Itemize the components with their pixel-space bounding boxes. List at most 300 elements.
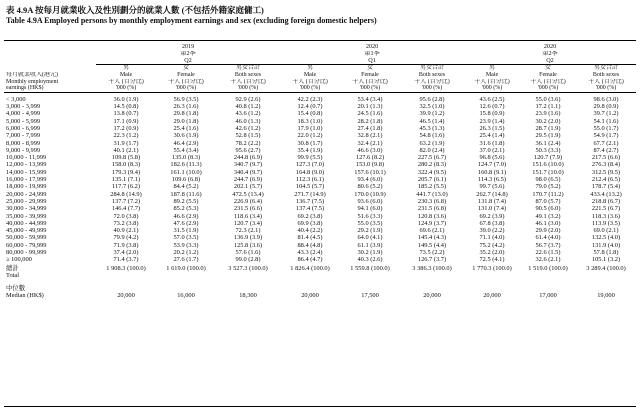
table-cell: 49.1 (3.2) (535, 212, 561, 220)
table-cell: 30.2 (1.9) (357, 249, 383, 256)
table-cell: 94.1 (6.0) (357, 205, 383, 213)
table-cell: 43.6 (1.2) (235, 110, 261, 118)
table-cell: 72.5 (4.1) (479, 256, 505, 264)
table-cell: 30.8 (1.7) (297, 139, 323, 147)
sex-header-en: Female (539, 71, 557, 78)
table-row (4, 132, 636, 139)
sex-header-zh: 男 (122, 65, 129, 72)
unit-zh: 千人 (百分比) (108, 78, 144, 85)
unit-en: '000 (%) (280, 85, 340, 92)
unit-zh: 千人 (百分比) (474, 78, 510, 85)
earnings-band-label: 10,000 - 11,999 (6, 154, 47, 162)
table-cell: 271.7 (14.9) (294, 190, 326, 198)
sex-header-zh: 女 (544, 65, 551, 72)
period-year: 2020 (543, 44, 557, 50)
table-row (4, 125, 636, 132)
table-cell: 71.4 (3.7) (113, 256, 139, 264)
table-row (4, 154, 636, 161)
median-cell: 20,000 (483, 292, 501, 300)
table-cell: 104.5 (5.7) (295, 183, 325, 191)
table-cell: 69.2 (3.9) (479, 212, 505, 220)
sex-header-zh: 男女合計 (419, 65, 444, 72)
table-row (4, 249, 636, 256)
bottom-rule (4, 406, 636, 407)
unit-zh: 千人 (百分比) (414, 78, 450, 85)
sex-header-en: Both sexes (234, 71, 262, 78)
table-cell: 57.0 (3.5) (173, 234, 199, 242)
period-quarter-en: Q1 (280, 58, 464, 65)
earnings-band-label: 80,000 - 99,999 (6, 249, 47, 256)
table-cell: 433.4 (13.2) (590, 190, 622, 198)
table-cell: 25.4 (1.6) (173, 124, 199, 132)
table-cell: 51.6 (3.3) (357, 212, 383, 220)
table-cell: 31.6 (1.8) (479, 139, 505, 147)
table-cell: 12.4 (0.7) (297, 103, 323, 111)
table-cell: 230.3 (6.8) (417, 197, 447, 205)
table-cell: 35.4 (1.9) (297, 146, 323, 154)
sex-header-zh: 男女合計 (235, 65, 260, 72)
table-cell: 37.4 (2.0) (113, 249, 139, 256)
median-cell: 19,000 (597, 292, 615, 300)
table-cell-empty (400, 279, 464, 292)
median-label-en: Median (HK$) (6, 292, 44, 300)
employment-earnings-table (4, 44, 636, 300)
table-cell: 45.3 (1.3) (419, 124, 445, 132)
table-cell: 71.9 (3.8) (113, 241, 139, 249)
table-cell: 157.6 (10.1) (354, 168, 386, 176)
table-row (4, 147, 636, 154)
table-cell: 93.6 (6.0) (357, 197, 383, 205)
table-cell: 127.3 (7.0) (295, 161, 325, 169)
sex-header-en: Female (177, 71, 195, 78)
table-cell: 46.5 (1.4) (419, 117, 445, 125)
table-row (4, 198, 636, 205)
table-cell: 92.9 (2.6) (235, 95, 261, 103)
unit-en: '000 (%) (520, 85, 576, 92)
table-cell: 46.1 (3.0) (535, 219, 561, 227)
table-cell: 131.0 (7.4) (477, 205, 507, 213)
table-cell: 56.9 (3.5) (173, 95, 199, 103)
table-cell: 276.3 (8.4) (591, 161, 621, 169)
table-cell: 136.7 (7.5) (295, 197, 325, 205)
period-quarter-zh: 第2季 (542, 50, 558, 57)
table-cell: 244.7 (6.9) (233, 176, 263, 184)
total-row-en (4, 272, 636, 279)
table-cell: 39.9 (1.2) (419, 110, 445, 118)
table-cell: 40.8 (1.2) (235, 103, 261, 111)
table-cell-empty (576, 272, 636, 279)
table-cell: 217.5 (6.6) (591, 154, 621, 162)
table-cell: 75.2 (4.2) (479, 241, 505, 249)
table-cell: 340.7 (9.7) (233, 161, 263, 169)
unit-zh: 千人 (百分比) (352, 78, 388, 85)
earnings-band-label: 20,000 - 24,999 (6, 190, 47, 198)
sex-header-en: Both sexes (418, 71, 446, 78)
table-cell: 53.9 (3.3) (173, 241, 199, 249)
table-cell: 131.9 (4.0) (591, 241, 621, 249)
total-cell: 3 386.3 (100.0) (412, 264, 452, 272)
table-row (4, 169, 636, 176)
unit-zh: 千人 (百分比) (292, 78, 328, 85)
table-cell: 67.7 (2.1) (593, 139, 619, 147)
table-cell: 146.4 (7.7) (111, 205, 141, 213)
table-cell: 23.9 (1.4) (479, 117, 505, 125)
table-cell: 82.0 (2.4) (419, 146, 445, 154)
table-cell: 95.6 (2.7) (235, 146, 261, 154)
table-cell: 17.2 (0.9) (113, 124, 139, 132)
table-cell: 96.8 (5.6) (479, 154, 505, 162)
table-cell: 56.7 (3.7) (535, 241, 561, 249)
table-cell: 99.7 (5.6) (479, 183, 505, 191)
earnings-band-label: 25,000 - 29,999 (6, 197, 47, 205)
table-cell: 29.9 (2.0) (535, 227, 561, 235)
table-cell: 18.3 (1.0) (297, 117, 323, 125)
table-cell: 69.2 (3.8) (297, 212, 323, 220)
earnings-band-label: 60,000 - 79,999 (6, 241, 47, 249)
table-cell: 64.0 (4.1) (357, 234, 383, 242)
table-row (4, 176, 636, 183)
table-cell: 26.3 (1.5) (479, 124, 505, 132)
table-row (4, 227, 636, 234)
table-cell: 31.5 (1.9) (173, 227, 199, 235)
earnings-band-label: 45,000 - 49,999 (6, 227, 47, 235)
unit-en-row (4, 85, 636, 92)
table-cell: 79.0 (5.2) (535, 183, 561, 191)
table-cell: 125.8 (3.6) (233, 241, 263, 249)
table-cell: 30.6 (1.9) (173, 132, 199, 140)
table-cell: 50.3 (3.3) (535, 146, 561, 154)
table-cell: 95.6 (2.8) (419, 95, 445, 103)
table-cell: 24.5 (1.6) (357, 110, 383, 118)
table-cell: 40.9 (2.1) (113, 227, 139, 235)
earnings-band-label: 9,000 - 9,999 (6, 146, 41, 154)
table-cell: 22.6 (1.5) (535, 249, 561, 256)
table-cell: 151.6 (10.0) (532, 161, 564, 169)
table-cell: 109.8 (5.8) (111, 154, 141, 162)
unit-zh-row (4, 79, 636, 86)
table-cell-empty (340, 279, 400, 292)
table-cell: 227.5 (6.7) (417, 154, 447, 162)
sex-header-en: Both sexes (592, 71, 620, 78)
table-cell: 170.0 (10.9) (354, 190, 386, 198)
total-cell: 1 559.8 (100.0) (350, 264, 390, 272)
table-cell: 54.8 (1.6) (419, 132, 445, 140)
earnings-band-label: 35,000 - 39,999 (6, 212, 47, 220)
table-cell: 46.6 (2.9) (173, 212, 199, 220)
table-cell: 27.6 (1.7) (173, 256, 199, 264)
unit-en: '000 (%) (464, 85, 520, 92)
unit-zh: 千人 (百分比) (530, 78, 566, 85)
table-cell: 137.7 (7.2) (111, 197, 141, 205)
total-cell: 3 289.4 (100.0) (586, 264, 626, 272)
table-title-english: Table 4.9A Employed persons by monthly employment earnings and sex (excluding foreign domestic helpers) (6, 16, 377, 25)
sex-header-en: Male (303, 71, 317, 78)
total-cell: 3 527.3 (100.0) (228, 264, 268, 272)
table-cell: 52.8 (1.5) (235, 132, 261, 140)
table-cell: 63.2 (1.9) (419, 139, 445, 147)
table-row (4, 242, 636, 249)
unit-zh: 千人 (百分比) (168, 78, 204, 85)
table-cell: 29.0 (1.8) (173, 117, 199, 125)
table-cell: 17.9 (1.0) (297, 124, 323, 132)
table-cell-empty (156, 279, 216, 292)
table-cell: 117.7 (6.2) (112, 183, 140, 191)
table-row (4, 96, 636, 103)
table-cell-empty (156, 272, 216, 279)
table-cell: 57.8 (1.8) (593, 249, 619, 256)
sex-header-zh: 女 (366, 65, 373, 72)
period-quarter-en: Q2 (464, 58, 636, 65)
table-cell: 32.5 (1.0) (419, 103, 445, 111)
table-cell: 205.7 (6.1) (417, 176, 447, 184)
table-cell: 135.0 (8.3) (171, 154, 201, 162)
table-cell: 179.3 (9.4) (111, 168, 141, 176)
table-cell: 136.9 (3.9) (233, 234, 263, 242)
table-cell: 118.6 (3.4) (234, 212, 262, 220)
table-cell: 36.0 (1.9) (113, 95, 139, 103)
table-cell: 161.1 (10.0) (170, 168, 202, 176)
sex-zh-row (4, 65, 636, 72)
table-cell: 71.1 (4.0) (479, 234, 505, 242)
table-cell: 80.6 (5.2) (357, 183, 383, 191)
table-cell: 32.4 (2.1) (357, 139, 383, 147)
table-cell: 124.7 (7.0) (477, 161, 507, 169)
earnings-band-label: 5,000 - 5,999 (6, 117, 41, 125)
table-cell: 89.2 (5.5) (173, 197, 199, 205)
sex-en-row (4, 72, 636, 79)
unit-en: '000 (%) (156, 85, 216, 92)
table-cell: 29.5 (1.9) (535, 132, 561, 140)
table-cell: 73.5 (2.2) (419, 249, 445, 256)
table-cell: 42.2 (2.3) (297, 95, 323, 103)
table-cell: 53.4 (3.4) (357, 95, 383, 103)
table-cell: 40.3 (2.6) (357, 256, 383, 264)
table-cell: 30.2 (2.0) (535, 117, 561, 125)
table-cell: 61.1 (3.9) (357, 241, 383, 249)
sex-header-zh: 男 (488, 65, 495, 72)
table-cell: 26.3 (1.6) (173, 103, 199, 111)
table-cell: 37.0 (2.1) (479, 146, 505, 154)
table-cell: 441.7 (13.0) (416, 190, 448, 198)
table-cell: 72.3 (2.1) (235, 227, 261, 235)
table-cell: 88.4 (4.8) (297, 241, 323, 249)
table-cell: 158.0 (8.3) (111, 161, 141, 169)
table-cell: 114.3 (6.5) (478, 176, 506, 184)
unit-zh: 千人 (百分比) (230, 78, 266, 85)
table-cell: 22.0 (1.2) (297, 132, 323, 140)
period-quarter-zh-row (4, 51, 636, 58)
table-cell: 17.2 (1.1) (535, 103, 561, 111)
table-cell: 43.3 (2.4) (297, 249, 323, 256)
unit-en: '000 (%) (96, 85, 156, 92)
earnings-band-label: 6,000 - 6,999 (6, 124, 41, 132)
table-cell: 13.8 (0.7) (113, 110, 139, 118)
sex-header-en: Female (361, 71, 379, 78)
table-cell-empty (340, 272, 400, 279)
table-cell: 86.4 (4.7) (297, 256, 323, 264)
table-cell-empty (520, 279, 576, 292)
table-cell-empty (280, 272, 340, 279)
unit-en: '000 (%) (400, 85, 464, 92)
table-cell: 57.6 (1.6) (235, 249, 261, 256)
table-cell: 231.5 (6.6) (233, 205, 263, 213)
total-label-en: Total (6, 271, 20, 279)
table-row (4, 118, 636, 125)
table-cell: 61.4 (4.0) (535, 234, 561, 242)
table-cell: 55.0 (3.5) (357, 219, 383, 227)
table-cell: 73.2 (3.8) (113, 219, 139, 227)
table-cell: 29.8 (0.9) (593, 103, 619, 111)
table-cell: 25.4 (1.4) (479, 132, 505, 140)
unit-en: '000 (%) (216, 85, 280, 92)
table-cell-empty (464, 279, 520, 292)
period-quarter-zh: 第1季 (364, 50, 380, 57)
table-cell: 12.6 (0.7) (479, 103, 505, 111)
table-cell: 90.5 (6.0) (535, 205, 561, 213)
table-cell: 46.6 (3.0) (357, 146, 383, 154)
table-cell-empty (576, 279, 636, 292)
table-cell-empty (216, 279, 280, 292)
table-row (4, 191, 636, 198)
table-cell: 231.5 (6.8) (417, 205, 447, 213)
table-cell: 160.8 (9.1) (477, 168, 507, 176)
sex-header-zh: 男 (306, 65, 313, 72)
table-cell: 212.4 (6.5) (591, 176, 621, 184)
table-cell: 170.7 (11.2) (532, 190, 564, 198)
median-row-zh (4, 279, 636, 292)
total-cell: 1 826.4 (100.0) (290, 264, 330, 272)
table-cell: 20.1 (1.3) (357, 103, 383, 111)
table-cell: 137.4 (7.5) (295, 205, 325, 213)
table-cell: 55.0 (3.6) (535, 95, 561, 103)
table-cell: 87.4 (2.7) (593, 146, 619, 154)
table-cell-empty (464, 272, 520, 279)
table-cell: 69.0 (2.1) (593, 227, 619, 235)
table-cell: 67.8 (3.8) (479, 219, 505, 227)
table-cell: 36.1 (2.4) (535, 139, 561, 147)
table-cell: 178.7 (5.4) (591, 183, 621, 191)
table-cell: 120.7 (7.9) (533, 154, 563, 162)
row-label-header: Monthly employment (6, 78, 59, 85)
table-cell: 113.9 (3.5) (592, 219, 620, 227)
unit-zh: 千人 (百分比) (588, 78, 624, 85)
table-cell: 47.6 (2.9) (173, 219, 199, 227)
table-cell: 28.7 (1.9) (535, 124, 561, 132)
table-cell: 226.9 (6.4) (233, 197, 263, 205)
table-cell: 120.8 (3.6) (417, 212, 447, 220)
table-row (4, 220, 636, 227)
table-cell-empty (96, 279, 156, 292)
table-cell: 221.5 (6.7) (591, 205, 621, 213)
table-cell: 54.9 (1.7) (593, 132, 619, 140)
table-row (4, 205, 636, 212)
table-cell: 39.0 (2.2) (479, 227, 505, 235)
table-cell: 135.1 (7.1) (111, 176, 141, 184)
table-cell: 23.9 (1.6) (535, 110, 561, 118)
table-cell-empty (400, 272, 464, 279)
table-cell: 284.8 (14.9) (110, 190, 142, 198)
table-cell: 131.8 (7.4) (477, 197, 507, 205)
earnings-band-label: 3,000 - 3,999 (6, 103, 41, 111)
unit-en: '000 (%) (576, 85, 636, 92)
median-cell: 20,000 (301, 292, 319, 300)
table-cell-empty (520, 272, 576, 279)
table-cell: 81.4 (4.5) (297, 234, 323, 242)
row-label-header: earnings (HK$) (4, 85, 96, 92)
table-row (4, 103, 636, 110)
earnings-band-label: 7,000 - 7,999 (6, 132, 41, 140)
table-row (4, 213, 636, 220)
total-cell: 1 770.3 (100.0) (472, 264, 512, 272)
table-cell: 72.0 (3.8) (113, 212, 139, 220)
table-title-chinese: 表 4.9A 按每月就業收入及性別劃分的就業人數 (不包括外籍家庭傭工) (6, 5, 264, 15)
table-cell: 280.2 (8.3) (417, 161, 447, 169)
earnings-band-label: 14,000 - 15,999 (6, 168, 47, 176)
total-row-zh (4, 264, 636, 272)
sex-header-en: Male (485, 71, 499, 78)
table-cell: 85.2 (5.3) (173, 205, 199, 213)
earnings-band-label: 8,000 - 8,999 (6, 139, 41, 147)
table-cell: 153.0 (9.8) (355, 161, 385, 169)
table-cell: 17.1 (0.9) (113, 117, 139, 125)
table-cell: 40.4 (2.2) (297, 227, 323, 235)
earnings-band-label: 50,000 - 59,999 (6, 234, 47, 242)
table-row (4, 140, 636, 147)
unit-en: '000 (%) (340, 85, 400, 92)
table-cell: 202.1 (5.7) (233, 183, 263, 191)
table-cell: 126.7 (3.7) (417, 256, 447, 264)
period-quarter-zh: 第2季 (180, 50, 196, 57)
table-cell: 15.4 (0.8) (297, 110, 323, 118)
median-cell: 16,000 (177, 292, 195, 300)
table-cell: 42.6 (1.2) (235, 124, 261, 132)
total-cell: 1 519.0 (100.0) (528, 264, 568, 272)
table-row (4, 234, 636, 241)
period-year: 2019 (181, 44, 195, 50)
table-cell-empty (96, 272, 156, 279)
earnings-band-label: ≥ 100,000 (6, 256, 32, 264)
table-cell: 164.8 (9.0) (295, 168, 325, 176)
table-cell: 32.8 (2.1) (357, 132, 383, 140)
table-cell: 105.1 (3.2) (591, 256, 621, 264)
table-cell: 145.4 (4.3) (417, 234, 447, 242)
table-cell: 29.2 (1.9) (357, 227, 383, 235)
table-cell: 98.6 (3.0) (593, 95, 619, 103)
table-cell: 43.6 (2.5) (479, 95, 505, 103)
table-cell: 32.6 (2.1) (535, 256, 561, 264)
table-cell: 29.8 (1.8) (173, 110, 199, 118)
median-label-zh: 中位數 (6, 285, 26, 293)
sex-header-en: Male (119, 71, 133, 78)
table-cell: 312.5 (9.5) (591, 168, 621, 176)
earnings-band-label: 30,000 - 34,999 (6, 205, 47, 213)
median-cell: 17,000 (539, 292, 557, 300)
table-cell: 84.4 (5.2) (173, 183, 199, 191)
table-cell-empty (280, 279, 340, 292)
table-cell: 262.7 (14.8) (476, 190, 508, 198)
table-cell: 69.6 (2.1) (419, 227, 445, 235)
earnings-band-label: 4,000 - 4,999 (6, 110, 41, 118)
median-cell: 20,000 (117, 292, 135, 300)
table-cell: 15.8 (0.9) (479, 110, 505, 118)
table-cell: 27.4 (1.8) (357, 124, 383, 132)
table-cell: 124.9 (3.7) (417, 219, 447, 227)
median-row-en (4, 292, 636, 299)
table-cell: 182.6 (11.3) (170, 161, 202, 169)
row-label-header: 每月就業收入(港元) (6, 71, 58, 78)
total-label-zh: 總計 (6, 264, 19, 272)
earnings-band-label: 40,000 - 44,999 (6, 219, 47, 227)
